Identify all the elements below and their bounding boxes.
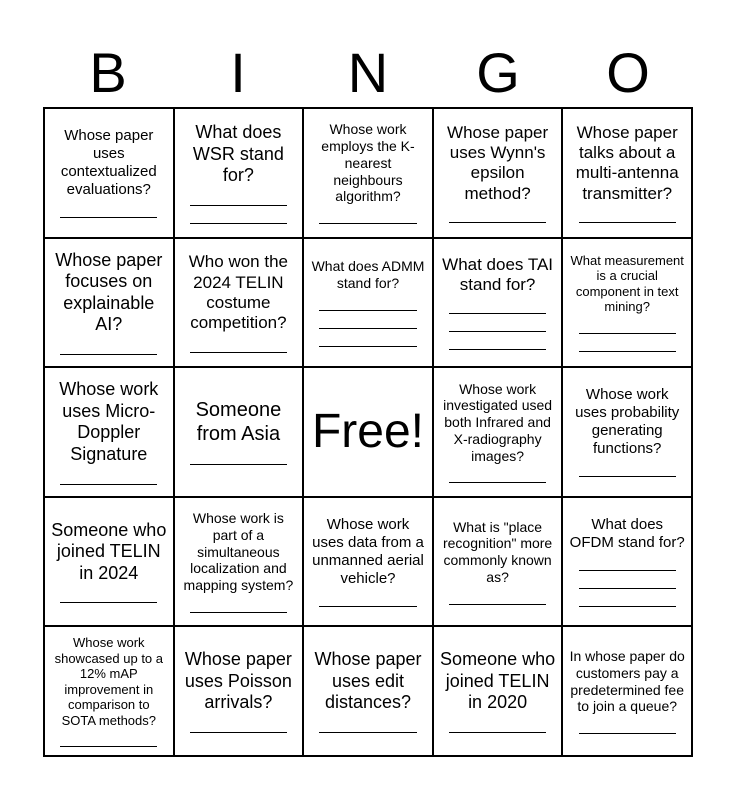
answer-line <box>60 602 157 603</box>
cell-question: Someone who joined TELIN in 2020 <box>440 649 556 713</box>
cell-question: Whose work is part of a simultaneous localization and mapping system? <box>183 510 294 594</box>
answer-line <box>60 484 157 485</box>
answer-line <box>319 732 416 733</box>
answer-line <box>190 464 287 465</box>
answer-lines <box>60 732 157 747</box>
answer-lines <box>319 209 416 224</box>
bingo-cell[interactable] <box>433 626 563 756</box>
cell-question: What does WSR stand for? <box>192 121 284 186</box>
bingo-board <box>43 107 693 757</box>
bingo-cell[interactable] <box>174 367 304 497</box>
answer-lines <box>190 450 287 465</box>
answer-lines <box>449 468 546 483</box>
answer-line <box>579 476 676 477</box>
cell-question: Whose paper uses edit distances? <box>314 649 422 713</box>
answer-line <box>579 351 676 352</box>
bingo-cell[interactable] <box>44 238 174 368</box>
cell-question: What does TAI stand for? <box>442 254 554 294</box>
answer-line <box>319 223 416 224</box>
answer-line <box>579 222 676 223</box>
cell-question: What does OFDM stand for? <box>569 516 685 552</box>
bingo-cell[interactable] <box>562 497 692 627</box>
answer-line <box>449 222 546 223</box>
cell-question: Whose work uses Micro-Doppler Signature <box>59 379 159 465</box>
cell-question: What measurement is a crucial component in text mining? <box>570 252 684 315</box>
answer-line <box>190 612 287 613</box>
answer-lines <box>190 338 287 353</box>
answer-line <box>449 313 546 314</box>
answer-line <box>579 333 676 334</box>
cell-question: What does ADMM stand for? <box>311 258 425 291</box>
cell-question: Whose paper talks about a multi-antenna transmitter? <box>575 122 679 203</box>
bingo-cell[interactable] <box>174 108 304 238</box>
bingo-cell[interactable] <box>44 108 174 238</box>
cell-question: What is "place recognition" more commonly known as? <box>442 518 553 585</box>
answer-lines <box>319 296 416 347</box>
answer-lines <box>449 208 546 223</box>
cell-question: Whose work investigated used both Infrared and X-radiography images? <box>443 380 553 464</box>
cell-question: Whose work showcased up to a 12% mAP improvement in comparison to SOTA methods? <box>54 634 163 728</box>
header-letter-b: B <box>89 41 127 104</box>
answer-line <box>579 606 676 607</box>
cell-question: Whose paper uses Poisson arrivals? <box>184 649 292 713</box>
bingo-cell[interactable] <box>562 626 692 756</box>
answer-line <box>579 588 676 589</box>
cell-question: Whose paper uses contextualized evaluations? <box>60 127 157 199</box>
answer-line <box>60 746 157 747</box>
answer-lines <box>579 556 676 607</box>
answer-line <box>190 205 287 206</box>
answer-lines <box>449 299 546 350</box>
answer-line <box>60 354 157 355</box>
answer-line <box>449 732 546 733</box>
answer-lines <box>60 340 157 355</box>
header-letter-g: G <box>476 41 520 104</box>
cell-question: Whose paper focuses on explainable AI? <box>55 249 163 335</box>
free-space-label: Free! <box>311 404 424 458</box>
answer-lines <box>579 719 676 734</box>
header-letter-o: O <box>606 41 650 104</box>
bingo-cell[interactable] <box>174 626 304 756</box>
bingo-cell[interactable] <box>562 238 692 368</box>
answer-line <box>449 349 546 350</box>
answer-line <box>579 733 676 734</box>
header-letter-i: I <box>230 41 246 104</box>
answer-line <box>60 217 157 218</box>
bingo-cell[interactable] <box>174 497 304 627</box>
answer-line <box>449 482 546 483</box>
answer-line <box>319 328 416 329</box>
answer-lines <box>579 319 676 352</box>
answer-line <box>190 352 287 353</box>
bingo-cell[interactable] <box>44 626 174 756</box>
cell-question: Whose work uses data from a unmanned aerial vehicle? <box>312 516 424 588</box>
bingo-cell[interactable] <box>44 367 174 497</box>
answer-lines <box>190 718 287 733</box>
answer-line <box>319 310 416 311</box>
answer-line <box>190 732 287 733</box>
bingo-cell[interactable] <box>433 108 563 238</box>
bingo-cell[interactable] <box>562 367 692 497</box>
cell-question: Whose work employs the K-nearest neighbours algorithm? <box>321 121 415 205</box>
answer-lines <box>449 590 546 605</box>
answer-lines <box>579 208 676 223</box>
answer-lines <box>60 203 157 218</box>
free-space[interactable] <box>303 367 433 497</box>
bingo-header <box>43 40 693 106</box>
answer-lines <box>60 470 157 485</box>
bingo-cell[interactable] <box>433 367 563 497</box>
answer-lines <box>319 718 416 733</box>
cell-question: Someone who joined TELIN in 2024 <box>51 519 167 583</box>
bingo-cell[interactable] <box>303 108 433 238</box>
answer-lines <box>190 598 287 613</box>
cell-question: Whose work uses probability generating functions? <box>575 386 680 458</box>
cell-question: Whose paper uses Wynn's epsilon method? <box>447 122 549 203</box>
answer-line <box>579 570 676 571</box>
answer-line <box>319 346 416 347</box>
bingo-cell[interactable] <box>562 108 692 238</box>
bingo-cell[interactable] <box>433 238 563 368</box>
bingo-cell[interactable] <box>303 626 433 756</box>
answer-line <box>449 604 546 605</box>
answer-line <box>319 606 416 607</box>
cell-question: Someone from Asia <box>195 399 282 446</box>
bingo-cell[interactable] <box>174 238 304 368</box>
answer-line <box>190 223 287 224</box>
bingo-cell[interactable] <box>433 497 563 627</box>
bingo-cell[interactable] <box>303 497 433 627</box>
cell-question: Who won the 2024 TELIN costume competition? <box>188 252 288 333</box>
answer-lines <box>190 191 287 224</box>
answer-lines <box>449 718 546 733</box>
cell-question: In whose paper do customers pay a predetermined fee to join a queue? <box>569 648 685 715</box>
answer-lines <box>60 588 157 603</box>
bingo-cell[interactable] <box>303 238 433 368</box>
answer-line <box>449 331 546 332</box>
answer-lines <box>579 462 676 477</box>
header-letter-n: N <box>347 41 389 104</box>
answer-lines <box>319 592 416 607</box>
bingo-cell[interactable] <box>44 497 174 627</box>
